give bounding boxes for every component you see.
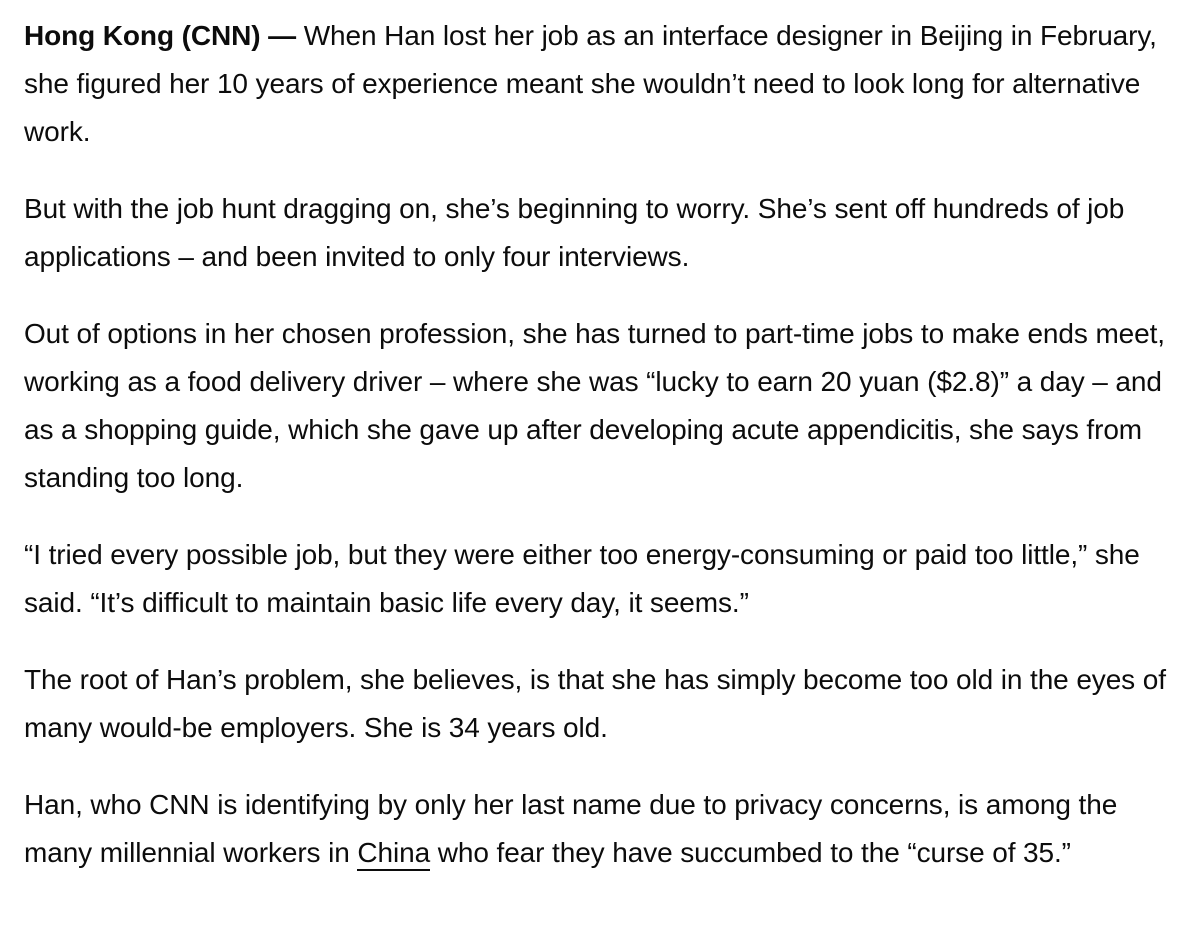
dateline: Hong Kong (CNN) — [24, 20, 297, 51]
paragraph-6-text-start: Han, who CNN is identifying by only her last name due to privacy concerns, is among the many millennial workers in [24, 789, 1118, 868]
paragraph-2: But with the job hunt dragging on, she’s beginning to worry. She’s sent off hundreds of job applications – and been invited to only four interviews. [24, 193, 1125, 272]
paragraph-3: Out of options in her chosen profession, she has turned to part-time jobs to make ends meet, working as a food delivery driver – where she was “lucky to earn 20 yuan ($2.8)” a day – and as a shopping guide, which she gave up after developing acute appendicitis, she says from standing too long. [24, 318, 1165, 493]
paragraph-6 [24, 781, 1184, 877]
article-body [24, 12, 1184, 906]
paragraph-6-text-end: who fear they have succumbed to the “curse of 35.” [430, 837, 1071, 868]
china-link[interactable]: China [357, 837, 430, 871]
paragraph-1-text: When Han lost her job as an interface designer in Beijing in February, she figured her 10 years of experience meant she wouldn’t need to look long for alternative work. [24, 20, 1157, 147]
paragraph-1 [24, 12, 1184, 156]
paragraph-5: The root of Han’s problem, she believes, is that she has simply become too old in the eyes of many would-be employers. She is 34 years old. [24, 664, 1166, 743]
paragraph-4: “I tried every possible job, but they were either too energy-consuming or paid too little,” she said. “It’s difficult to maintain basic life every day, it seems.” [24, 539, 1140, 618]
